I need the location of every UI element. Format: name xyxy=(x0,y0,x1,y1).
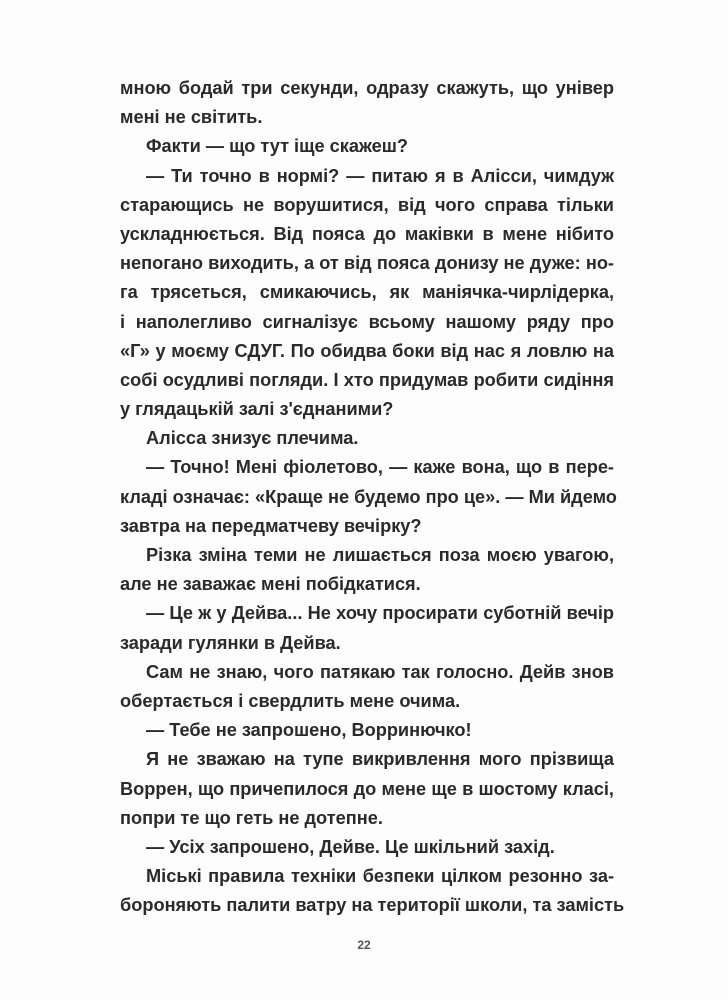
text-line: Різка зміна теми не лишається поза моєю увагою, xyxy=(146,545,614,565)
text-line: але не заважає мені побідкатися. xyxy=(120,574,421,595)
text-line: кладі означає: «Краще не будемо про це». — Ми йдемо xyxy=(120,486,617,507)
text-line: — Ти точно в нормі? — питаю я в Алісси, чимдуж xyxy=(146,165,614,186)
text-line: заради гулянки в Дейва. xyxy=(120,632,341,653)
text-line: бороняють палити ватру на території школи, та замість xyxy=(120,895,625,916)
text-line: Міські правила техніки безпеки цілком резонно за- xyxy=(146,866,614,887)
text-line: собі осудливі погляди. І хто придумав робити сидіння xyxy=(120,369,614,390)
text-line: непогано виходить, а от від пояса донизу не дуже: но- xyxy=(120,253,614,274)
text-line: ускладнюється. Від пояса до маківки в мене нібито xyxy=(120,223,614,244)
text-line: старающись не ворушитися, від чого справа тільки xyxy=(120,194,614,215)
text-line: Алісса знизує плечима. xyxy=(146,428,359,449)
page-number: 22 xyxy=(357,938,371,952)
body-text xyxy=(120,74,625,920)
text-line: попри те що геть не дотепне. xyxy=(120,807,383,828)
text-line: мені не світить. xyxy=(120,107,263,128)
text-line: Воррен, що причепилося до мене ще в шостому класі, xyxy=(120,778,614,799)
text-line: мною бодай три секунди, одразу скажуть, що універ xyxy=(120,78,614,98)
text-line: обертається і свердлить мене очима. xyxy=(120,690,461,711)
text-line: га трясеться, смикаючись, як маніячка-чирлідерка, xyxy=(120,282,614,303)
text-line: «Г» у моєму СДУГ. По обидва боки від нас я ловлю на xyxy=(120,340,614,361)
text-line: — Точно! Мені фіолетово, — каже вона, що в пере- xyxy=(146,457,614,478)
text-line: — Усіх запрошено, Дейве. Це шкільний захід. xyxy=(146,836,555,857)
text-line: Я не зважаю на тупе викривлення мого прізвища xyxy=(146,749,614,770)
text-line: Факти — що тут іще скажеш? xyxy=(146,136,408,157)
text-line: завтра на передматчеву вечірку? xyxy=(120,515,422,536)
text-line: і наполегливо сигналізує всьому нашому ряду про xyxy=(120,311,614,332)
text-line: Сам не знаю, чого патякаю так голосно. Дейв знов xyxy=(146,661,614,682)
text-line: — Тебе не запрошено, Ворринючко! xyxy=(146,720,472,741)
text-line: у глядацькій залі з'єднаними? xyxy=(120,399,394,420)
text-line: — Це ж у Дейва... Не хочу просирати суботній вечір xyxy=(146,603,614,624)
